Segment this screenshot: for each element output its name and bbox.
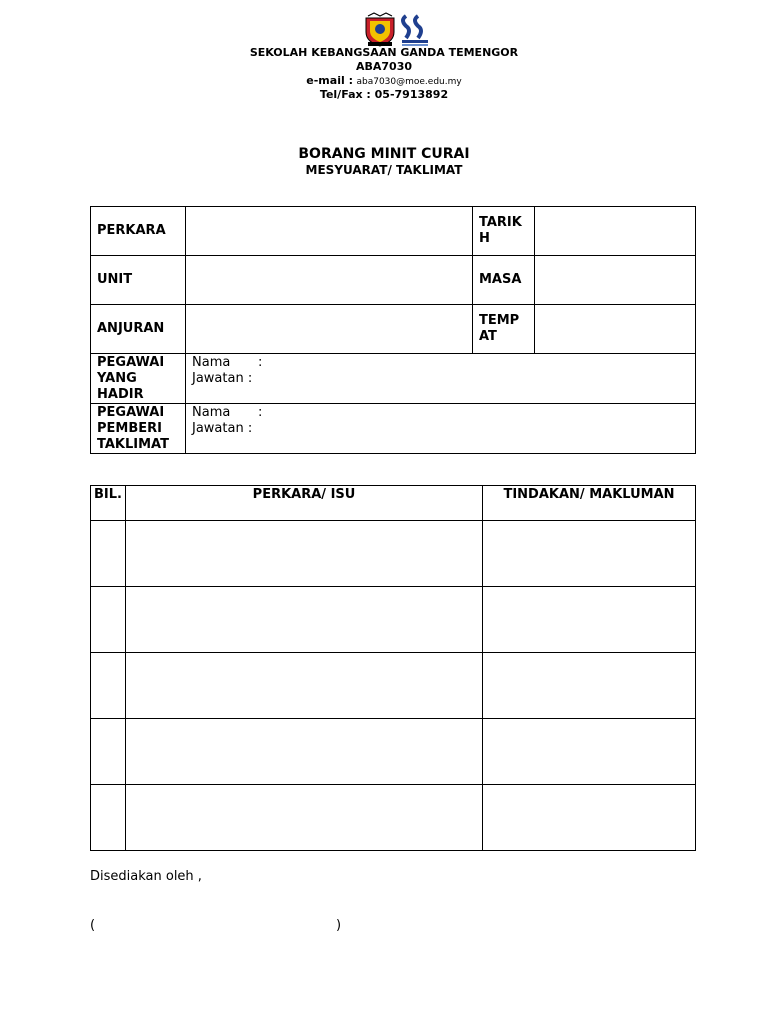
table-row: [91, 653, 696, 719]
table-row: [91, 785, 696, 851]
email-line: [0, 74, 768, 89]
school-code: ABA7030: [355, 60, 413, 73]
school-logos: [362, 12, 432, 48]
perkara-field[interactable]: [186, 207, 473, 256]
tindakan-cell[interactable]: [483, 653, 696, 719]
table-row: [91, 521, 696, 587]
perkara-label: PERKARA: [91, 207, 186, 256]
bil-cell[interactable]: [91, 521, 126, 587]
signature-paren-open: (: [90, 918, 96, 933]
jawatan-line: Jawatan :: [192, 421, 253, 436]
bil-cell[interactable]: [91, 653, 126, 719]
pegawai-hadir-label: PEGAWAI YANG HADIR: [91, 354, 186, 404]
isu-cell[interactable]: [126, 719, 483, 785]
school-name: SEKOLAH KEBANGSAAN GANDA TEMENGOR: [249, 46, 519, 59]
tindakan-cell[interactable]: [483, 521, 696, 587]
meeting-info-table: [90, 206, 696, 454]
masa-field[interactable]: [535, 256, 696, 305]
telfax: Tel/Fax : 05-7913892: [319, 88, 449, 101]
bil-header: BIL.: [91, 486, 126, 521]
pegawai-pemberi-field[interactable]: [186, 404, 696, 454]
tindakan-cell[interactable]: [483, 587, 696, 653]
tindakan-cell[interactable]: [483, 719, 696, 785]
table-row: [91, 719, 696, 785]
tindakan-header: TINDAKAN/ MAKLUMAN: [483, 486, 696, 521]
email-label: e-mail :: [306, 74, 353, 87]
pegawai-hadir-field[interactable]: [186, 354, 696, 404]
tarikh-field[interactable]: [535, 207, 696, 256]
signature-paren-close: ): [336, 918, 342, 933]
anjuran-label: ANJURAN: [91, 305, 186, 354]
ministry-logo-icon: [402, 16, 428, 46]
prepared-by-label: Disediakan oleh ,: [90, 869, 202, 884]
table-header-row: [91, 486, 696, 521]
nama-line: Nama :: [192, 355, 263, 370]
perkara-isu-header: PERKARA/ ISU: [126, 486, 483, 521]
tempat-field[interactable]: [535, 305, 696, 354]
tarikh-label: TARIKH: [473, 207, 535, 256]
tempat-label: TEMPAT: [473, 305, 535, 354]
jawatan-line: Jawatan :: [192, 371, 253, 386]
unit-field[interactable]: [186, 256, 473, 305]
table-row: [91, 587, 696, 653]
bil-cell[interactable]: [91, 719, 126, 785]
bil-cell[interactable]: [91, 785, 126, 851]
isu-cell[interactable]: [126, 521, 483, 587]
form-title: BORANG MINIT CURAI: [298, 146, 470, 162]
school-crest-icon: [366, 13, 394, 46]
minutes-items-table: [90, 485, 696, 851]
anjuran-field[interactable]: [186, 305, 473, 354]
isu-cell[interactable]: [126, 587, 483, 653]
isu-cell[interactable]: [126, 653, 483, 719]
masa-label: MASA: [473, 256, 535, 305]
isu-cell[interactable]: [126, 785, 483, 851]
bil-cell[interactable]: [91, 587, 126, 653]
email-address: aba7030@moe.edu.my: [356, 77, 462, 87]
unit-label: UNIT: [91, 256, 186, 305]
nama-line: Nama :: [192, 405, 263, 420]
form-subtitle: MESYUARAT/ TAKLIMAT: [305, 163, 463, 177]
pegawai-pemberi-label: PEGAWAI PEMBERI TAKLIMAT: [91, 404, 186, 454]
tindakan-cell[interactable]: [483, 785, 696, 851]
